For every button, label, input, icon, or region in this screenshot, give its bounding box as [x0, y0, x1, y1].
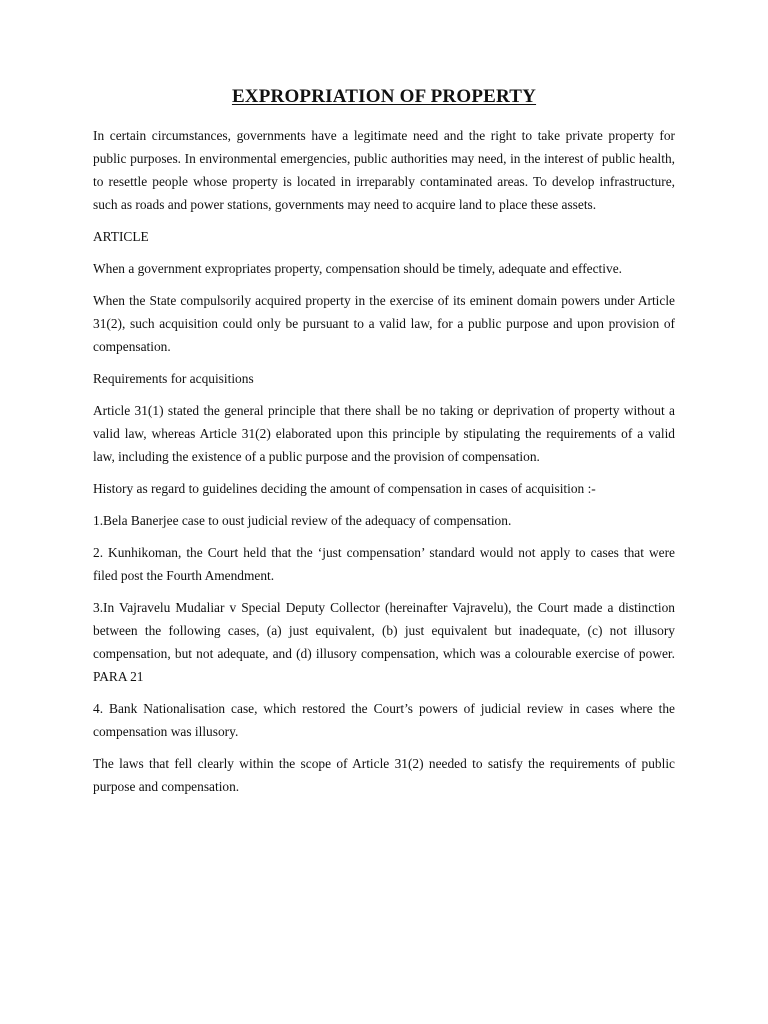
- intro-paragraph: In certain circumstances, governments have a legitimate need and the right to take private property for public purposes. In environmental emergencies, public authorities may need, in the interest of public health, to resettle people whose property is located in irreparably contaminated areas. To develop infrastructure, such as roads and power stations, governments may need to acquire land to place these assets.: [93, 128, 675, 212]
- document-title: EXPROPRIATION OF PROPERTY: [231, 86, 537, 107]
- history-heading: History as regard to guidelines deciding the amount of compensation in cases of acquisition :-: [93, 481, 596, 496]
- list-item-bank-nationalisation: 4. Bank Nationalisation case, which restored the Court’s powers of judicial review in cases where the compensation was illusory.: [93, 701, 675, 739]
- compensation-paragraph: When a government expropriates property, compensation should be timely, adequate and effective.: [93, 261, 622, 276]
- list-item-vajravelu: 3.In Vajravelu Mudaliar v Special Deputy Collector (hereinafter Vajravelu), the Court made a distinction between the following cases, (a) just equivalent, (b) just equivalent but inadequate, (c) not illusory compensation, but not adequate, and (d) illusory compensation, which was a colourable exercise of power. PARA 21: [93, 600, 675, 684]
- list-item-kunhikoman: 2. Kunhikoman, the Court held that the ‘just compensation’ standard would not apply to cases that were filed post the Fourth Amendment.: [93, 545, 675, 583]
- article-heading: ARTICLE: [93, 229, 149, 244]
- article-31-paragraph: Article 31(1) stated the general principle that there shall be no taking or deprivation of property without a valid law, whereas Article 31(2) elaborated upon this principle by stipulating the requirements of a valid law, including the existence of a public purpose and the provision of compensation.: [93, 403, 675, 464]
- list-item-bela-banerjee: 1.Bela Banerjee case to oust judicial review of the adequacy of compensation.: [93, 513, 512, 528]
- eminent-domain-paragraph: When the State compulsorily acquired property in the exercise of its eminent domain powers under Article 31(2), such acquisition could only be pursuant to a valid law, for a public purpose and upon provision of compensation.: [93, 293, 675, 354]
- requirements-heading: Requirements for acquisitions: [93, 371, 254, 386]
- closing-paragraph: The laws that fell clearly within the scope of Article 31(2) needed to satisfy the requirements of public purpose and compensation.: [93, 756, 675, 794]
- document-page: [93, 86, 675, 807]
